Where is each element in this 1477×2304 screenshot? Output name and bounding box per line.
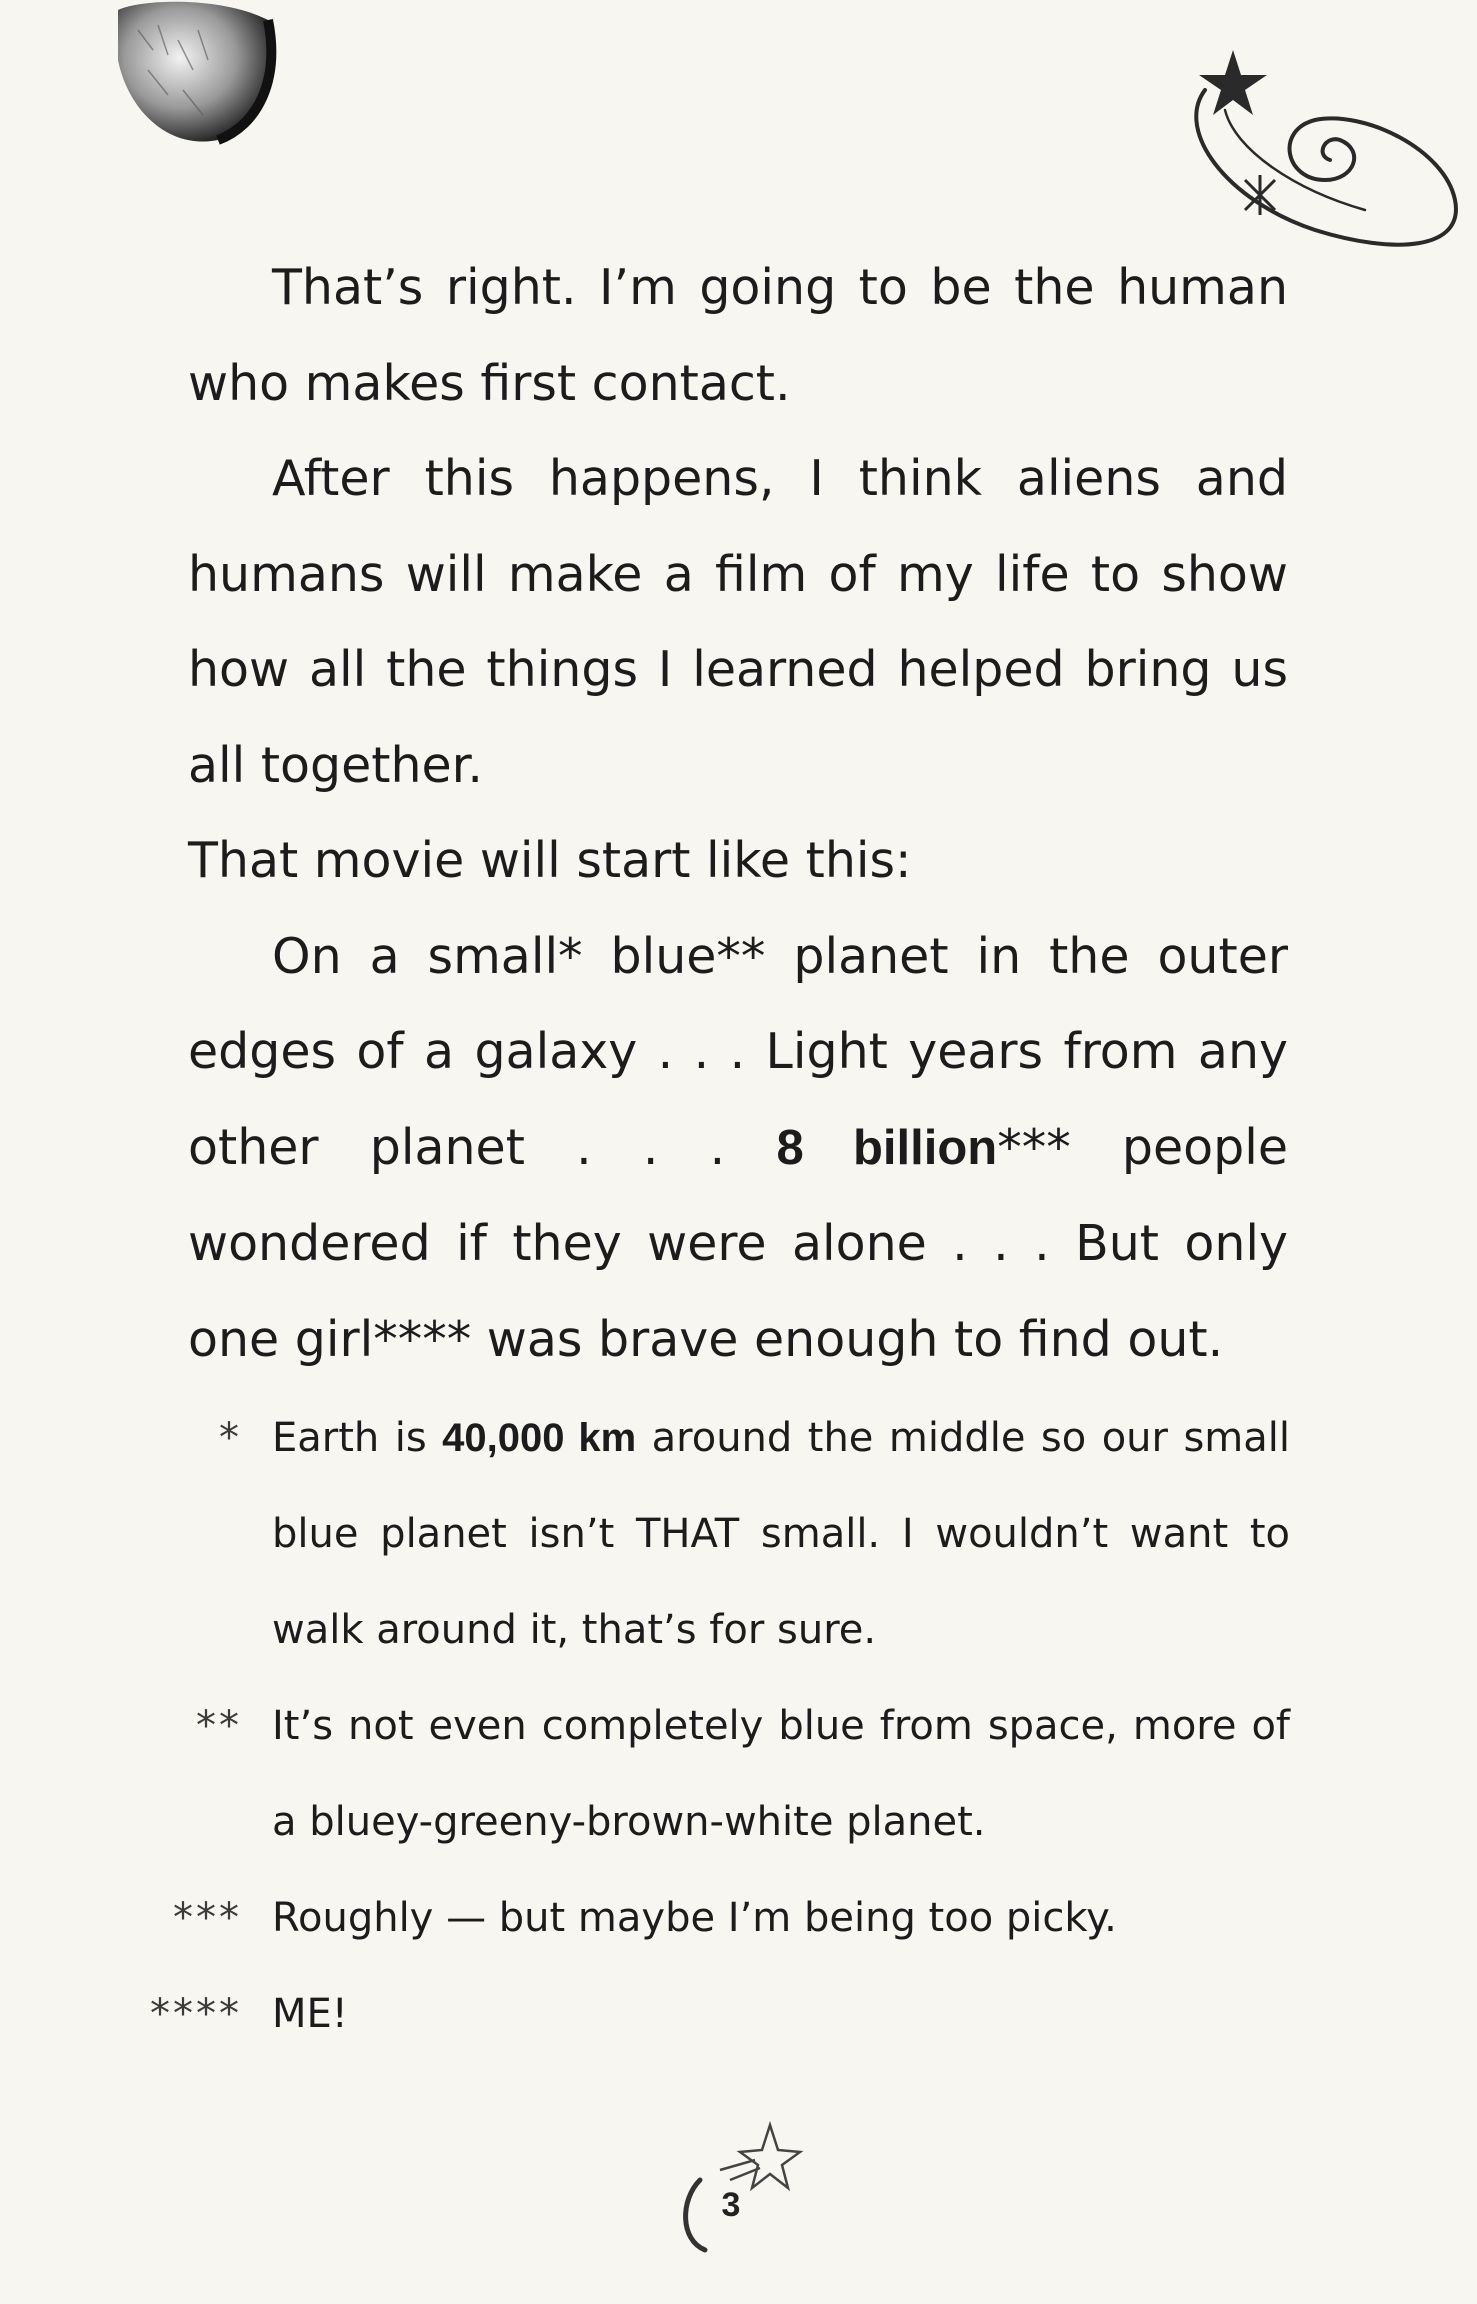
page-number: 3 [721,2186,741,2224]
footnote-text: Roughly — but maybe I’m being too picky. [272,1895,1117,1941]
story-paragraph-4: On a small* blue** planet in the outer edges of a galaxy . . . Light years from any other planet . . . 8 billion*** people wondered if they were alone . . . But only one girl**** was brave enough to find out. [188,927,1288,1368]
story-paragraph-3: That movie will start like this: [188,832,912,889]
footnote-4 [130,1966,1290,2062]
footnote-text: Earth is 40,000 km around the middle so our small blue planet isn’t THAT small. I wouldn’t want to walk around it, that’s for sure. [272,1415,1290,1653]
star-swoosh-icon [660,2110,830,2260]
story-paragraph-1: That’s right. I’m going to be the human who makes first contact. [188,259,1288,412]
footnote-1 [130,1390,1290,1678]
footnote-marker: *** [173,1895,242,1941]
highlight-distance: 40,000 km [442,1416,637,1460]
story-paragraph-2: After this happens, I think aliens and humans will make a film of my life to show how all the things I learned helped bring us all together. [188,450,1288,794]
footnote-text: ME! [272,1991,348,2037]
footnote-marker: **** [150,1991,242,2037]
footnote-marker: ** [196,1703,242,1749]
planet-sketch-icon [108,0,278,150]
footnotes [130,1390,1290,2062]
story-text [188,240,1288,1387]
footnote-2 [130,1678,1290,1870]
highlight-population: 8 billion [776,1120,998,1175]
footnote-marker: * [219,1415,242,1461]
footnote-text: It’s not even completely blue from space, more of a bluey-greeny-brown-white planet. [272,1703,1290,1845]
footnote-3 [130,1870,1290,1966]
